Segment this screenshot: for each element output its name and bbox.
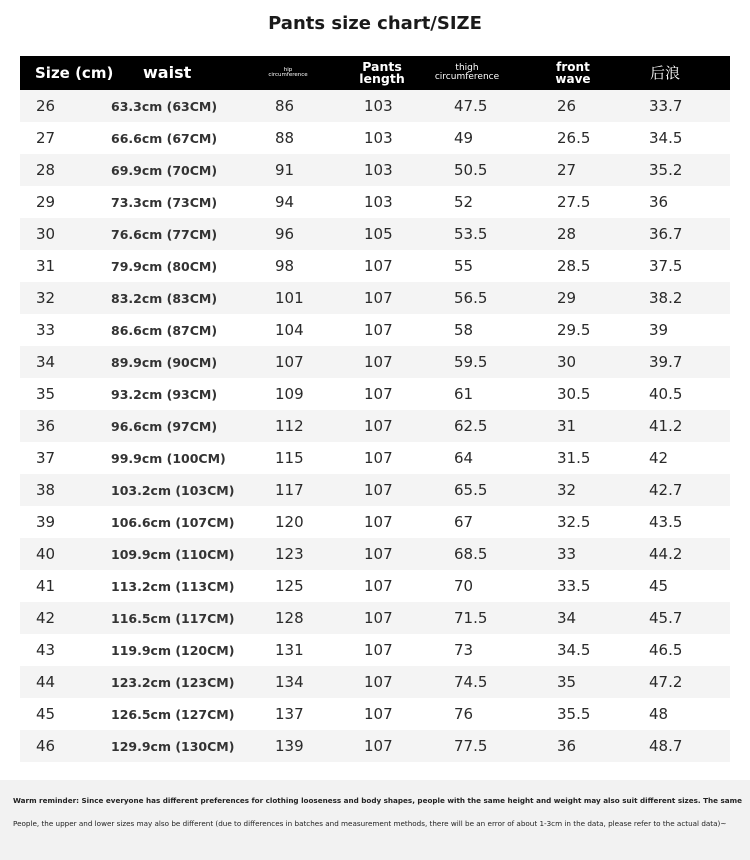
cell-hip: 137	[275, 705, 304, 723]
cell-waist: 76.6cm (77CM)	[111, 227, 218, 242]
table-row	[20, 122, 730, 154]
cell-waist: 99.9cm (100CM)	[111, 451, 226, 466]
header-hip	[265, 56, 311, 90]
cell-size: 36	[36, 417, 56, 435]
table-header	[20, 56, 730, 90]
cell-waist: 129.9cm (130CM)	[111, 739, 235, 754]
table-row	[20, 90, 730, 122]
cell-hip: 96	[275, 225, 295, 243]
header-size: Size (cm)	[35, 63, 114, 82]
cell-waist: 96.6cm (97CM)	[111, 419, 218, 434]
cell-size: 26	[36, 97, 56, 115]
cell-waist: 123.2cm (123CM)	[111, 675, 235, 690]
table-row	[20, 154, 730, 186]
cell-length: 103	[364, 193, 393, 211]
header-waist: waist	[143, 63, 192, 82]
cell-hip: 88	[275, 129, 295, 147]
header-pants-length	[360, 56, 404, 90]
cell-hip: 104	[275, 321, 304, 339]
cell-front-wave: 35.5	[557, 705, 591, 723]
table-row	[20, 282, 730, 314]
table-row	[20, 410, 730, 442]
cell-size: 30	[36, 225, 56, 243]
table-row	[20, 378, 730, 410]
cell-hip: 112	[275, 417, 304, 435]
table-row	[20, 474, 730, 506]
cell-back-wave: 45	[649, 577, 669, 595]
cell-waist: 109.9cm (110CM)	[111, 547, 235, 562]
cell-thigh: 68.5	[454, 545, 488, 563]
cell-hip: 123	[275, 545, 304, 563]
table-row	[20, 666, 730, 698]
cell-waist: 113.2cm (113CM)	[111, 579, 235, 594]
cell-thigh: 56.5	[454, 289, 488, 307]
header-back-wave: 后浪	[650, 63, 681, 82]
header-thigh	[435, 56, 499, 90]
cell-size: 46	[36, 737, 56, 755]
header-length-line2: length	[359, 71, 405, 86]
cell-waist: 63.3cm (63CM)	[111, 99, 218, 114]
cell-thigh: 77.5	[454, 737, 488, 755]
cell-hip: 91	[275, 161, 295, 179]
cell-hip: 128	[275, 609, 304, 627]
cell-front-wave: 33.5	[557, 577, 591, 595]
cell-thigh: 49	[454, 129, 474, 147]
cell-length: 107	[364, 321, 393, 339]
cell-waist: 126.5cm (127CM)	[111, 707, 235, 722]
header-front-line2: wave	[555, 72, 591, 86]
cell-hip: 131	[275, 641, 304, 659]
cell-back-wave: 34.5	[649, 129, 683, 147]
size-chart-table	[20, 56, 730, 762]
cell-thigh: 70	[454, 577, 474, 595]
cell-length: 107	[364, 513, 393, 531]
cell-front-wave: 28.5	[557, 257, 591, 275]
cell-back-wave: 36	[649, 193, 669, 211]
cell-hip: 109	[275, 385, 304, 403]
cell-back-wave: 33.7	[649, 97, 683, 115]
table-row	[20, 538, 730, 570]
cell-hip: 139	[275, 737, 304, 755]
cell-front-wave: 36	[557, 737, 577, 755]
warm-reminder-footer	[0, 780, 750, 860]
cell-length: 107	[364, 705, 393, 723]
cell-front-wave: 32	[557, 481, 577, 499]
header-front-line1: front	[556, 60, 590, 74]
cell-thigh: 74.5	[454, 673, 488, 691]
cell-back-wave: 44.2	[649, 545, 683, 563]
cell-front-wave: 27	[557, 161, 577, 179]
header-hip-line2: circumference	[268, 72, 308, 78]
cell-thigh: 61	[454, 385, 474, 403]
cell-thigh: 67	[454, 513, 474, 531]
cell-length: 107	[364, 737, 393, 755]
cell-waist: 79.9cm (80CM)	[111, 259, 218, 274]
cell-size: 43	[36, 641, 56, 659]
cell-front-wave: 33	[557, 545, 577, 563]
cell-length: 107	[364, 449, 393, 467]
cell-thigh: 71.5	[454, 609, 488, 627]
cell-thigh: 64	[454, 449, 474, 467]
cell-size: 40	[36, 545, 56, 563]
cell-size: 29	[36, 193, 56, 211]
cell-front-wave: 27.5	[557, 193, 591, 211]
cell-back-wave: 48	[649, 705, 669, 723]
cell-back-wave: 35.2	[649, 161, 683, 179]
cell-back-wave: 45.7	[649, 609, 683, 627]
cell-front-wave: 29.5	[557, 321, 591, 339]
table-row	[20, 250, 730, 282]
cell-thigh: 50.5	[454, 161, 488, 179]
cell-length: 107	[364, 289, 393, 307]
cell-hip: 134	[275, 673, 304, 691]
cell-hip: 86	[275, 97, 295, 115]
reminder-line-1: Warm reminder: Since everyone has different preferences for clothing looseness and body shapes, people with the same height and weight may also suit different sizes. The same	[13, 796, 743, 805]
cell-length: 107	[364, 577, 393, 595]
cell-back-wave: 42	[649, 449, 669, 467]
cell-hip: 101	[275, 289, 304, 307]
cell-length: 107	[364, 417, 393, 435]
cell-back-wave: 41.2	[649, 417, 683, 435]
table-row	[20, 570, 730, 602]
cell-waist: 119.9cm (120CM)	[111, 643, 235, 658]
header-length-line1: Pants	[362, 58, 402, 74]
page-title: Pants size chart/SIZE	[268, 13, 482, 34]
cell-back-wave: 43.5	[649, 513, 683, 531]
cell-back-wave: 36.7	[649, 225, 683, 243]
cell-waist: 106.6cm (107CM)	[111, 515, 235, 530]
cell-length: 103	[364, 161, 393, 179]
cell-front-wave: 31	[557, 417, 577, 435]
cell-length: 107	[364, 257, 393, 275]
cell-hip: 117	[275, 481, 304, 499]
table-row	[20, 730, 730, 762]
table-row	[20, 442, 730, 474]
cell-length: 107	[364, 673, 393, 691]
reminder-line-2: People, the upper and lower sizes may also be different (due to differences in batches and measurement methods, there will be an error of about 1-3cm in the data, please refer to the actual data)~	[13, 819, 727, 828]
cell-back-wave: 40.5	[649, 385, 683, 403]
cell-length: 105	[364, 225, 393, 243]
cell-back-wave: 39	[649, 321, 669, 339]
cell-thigh: 65.5	[454, 481, 488, 499]
cell-size: 45	[36, 705, 56, 723]
cell-waist: 69.9cm (70CM)	[111, 163, 218, 178]
cell-thigh: 55	[454, 257, 474, 275]
cell-length: 103	[364, 97, 393, 115]
cell-waist: 73.3cm (73CM)	[111, 195, 218, 210]
cell-size: 38	[36, 481, 56, 499]
cell-front-wave: 26.5	[557, 129, 591, 147]
cell-hip: 94	[275, 193, 295, 211]
cell-size: 35	[36, 385, 56, 403]
cell-thigh: 73	[454, 641, 474, 659]
cell-size: 37	[36, 449, 56, 467]
table-body	[20, 90, 730, 762]
cell-waist: 103.2cm (103CM)	[111, 483, 235, 498]
cell-front-wave: 32.5	[557, 513, 591, 531]
cell-front-wave: 30	[557, 353, 577, 371]
cell-back-wave: 46.5	[649, 641, 683, 659]
table-row	[20, 346, 730, 378]
cell-front-wave: 34	[557, 609, 577, 627]
cell-back-wave: 48.7	[649, 737, 683, 755]
cell-size: 41	[36, 577, 56, 595]
cell-back-wave: 42.7	[649, 481, 683, 499]
cell-hip: 115	[275, 449, 304, 467]
cell-length: 107	[364, 481, 393, 499]
table-row	[20, 314, 730, 346]
cell-hip: 107	[275, 353, 304, 371]
cell-thigh: 47.5	[454, 97, 488, 115]
cell-size: 34	[36, 353, 56, 371]
table-row	[20, 634, 730, 666]
cell-back-wave: 37.5	[649, 257, 683, 275]
cell-size: 44	[36, 673, 56, 691]
cell-thigh: 53.5	[454, 225, 488, 243]
table-row	[20, 506, 730, 538]
cell-length: 103	[364, 129, 393, 147]
cell-hip: 98	[275, 257, 295, 275]
cell-back-wave: 38.2	[649, 289, 683, 307]
cell-thigh: 52	[454, 193, 474, 211]
cell-length: 107	[364, 609, 393, 627]
cell-length: 107	[364, 353, 393, 371]
cell-thigh: 76	[454, 705, 474, 723]
cell-length: 107	[364, 641, 393, 659]
cell-front-wave: 28	[557, 225, 577, 243]
cell-front-wave: 30.5	[557, 385, 591, 403]
cell-size: 39	[36, 513, 56, 531]
table-row	[20, 186, 730, 218]
cell-size: 32	[36, 289, 56, 307]
cell-size: 42	[36, 609, 56, 627]
cell-thigh: 59.5	[454, 353, 488, 371]
cell-thigh: 58	[454, 321, 474, 339]
cell-back-wave: 39.7	[649, 353, 683, 371]
cell-size: 31	[36, 257, 56, 275]
cell-waist: 116.5cm (117CM)	[111, 611, 235, 626]
cell-length: 107	[364, 385, 393, 403]
table-row	[20, 218, 730, 250]
cell-waist: 66.6cm (67CM)	[111, 131, 218, 146]
cell-size: 27	[36, 129, 56, 147]
cell-front-wave: 35	[557, 673, 577, 691]
header-front-wave	[554, 56, 592, 90]
header-thigh-line2: circumference	[434, 72, 500, 82]
cell-waist: 83.2cm (83CM)	[111, 291, 218, 306]
cell-waist: 93.2cm (93CM)	[111, 387, 218, 402]
table-row	[20, 698, 730, 730]
cell-front-wave: 29	[557, 289, 577, 307]
cell-hip: 120	[275, 513, 304, 531]
cell-front-wave: 26	[557, 97, 577, 115]
cell-size: 28	[36, 161, 56, 179]
cell-hip: 125	[275, 577, 304, 595]
table-row	[20, 602, 730, 634]
cell-waist: 86.6cm (87CM)	[111, 323, 218, 338]
cell-front-wave: 34.5	[557, 641, 591, 659]
cell-back-wave: 47.2	[649, 673, 683, 691]
cell-waist: 89.9cm (90CM)	[111, 355, 218, 370]
cell-thigh: 62.5	[454, 417, 488, 435]
cell-size: 33	[36, 321, 56, 339]
header-hip-line1: hip	[283, 66, 293, 73]
header-thigh-line1: thigh	[455, 63, 479, 73]
cell-front-wave: 31.5	[557, 449, 591, 467]
cell-length: 107	[364, 545, 393, 563]
